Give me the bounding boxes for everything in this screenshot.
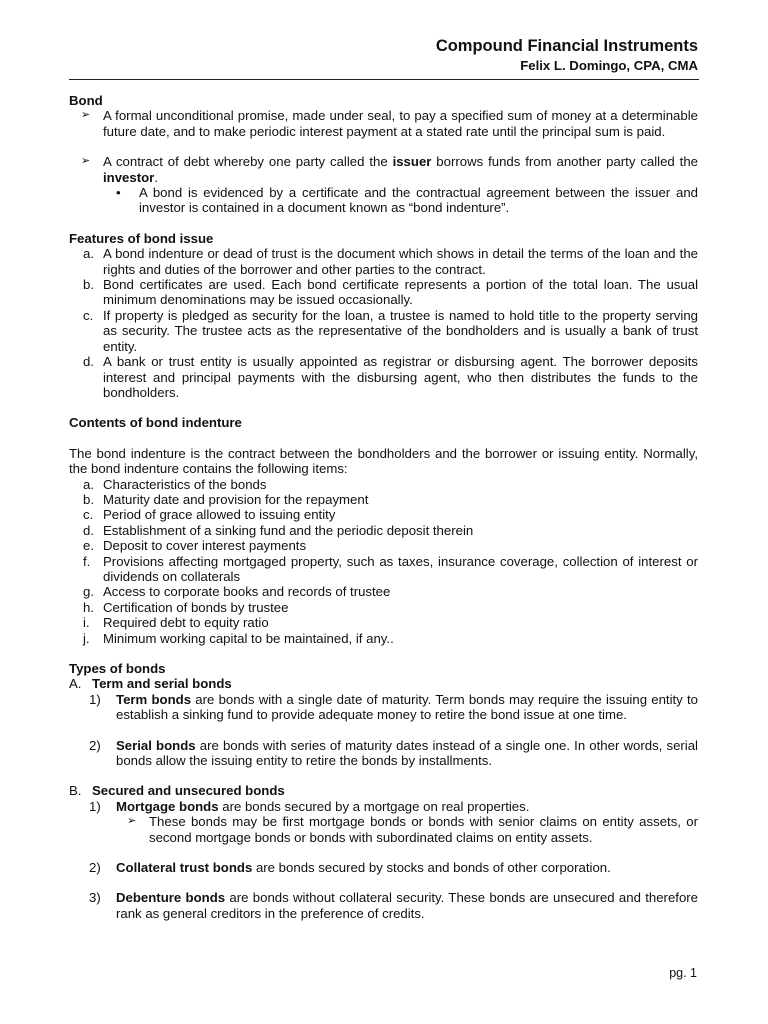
section-heading-bond: Bond <box>69 93 103 108</box>
mortgage-sub-point: ➢ These bonds may be first mortgage bonds or bonds with senior claims on entity assets, or second mortgage bonds or bonds with subordinated claims on entity assets. <box>127 814 698 845</box>
bond-definition-2-text: A contract of debt whereby one party called the issuer borrows funds from another party called the investor. <box>103 154 698 185</box>
subsection-A-title: Term and serial bonds <box>92 676 232 692</box>
list-item: a. A bond indenture or dead of trust is the document which shows in detail the terms of the loan and the rights and duties of the borrower and other parties to the contract. <box>83 246 698 277</box>
list-item: c. If property is pledged as security for the loan, a trustee is named to hold title to the property serving as security. The trustee acts as the representative of the bondholders and is usually a bank of trust entity. <box>83 307 698 354</box>
bond-definition-1 <box>69 108 698 139</box>
list-item: j. Minimum working capital to be maintained, if any.. <box>83 630 394 646</box>
section-heading-features: Features of bond issue <box>69 230 214 246</box>
list-item: d. Establishment of a sinking fund and the periodic deposit therein <box>83 522 474 538</box>
term-bonds-label: Term bonds <box>116 691 192 707</box>
term-investor: investor <box>103 169 155 185</box>
bond-sub-point-text: A bond is evidenced by a certificate and the contractual agreement between the issuer and investor is contained in a document known as “bond indenture”. <box>139 185 698 216</box>
dot-bullet-icon: • <box>116 185 121 201</box>
list-item: d. A bank or trust entity is usually appointed as registrar or disbursing agent. The borrower deposits interest and principal payments with the disbursing agent, who then distributes the funds to the bondholders. <box>83 354 698 400</box>
collateral-trust-bonds-label: Collateral trust bonds <box>116 860 253 876</box>
list-item: 2) Serial bonds are bonds with series of maturity dates instead of a single one. In other words, serial bonds allow the issuing entity to retire the bonds by installments. <box>89 737 698 769</box>
header-rule <box>69 79 699 80</box>
list-item: h. Certification of bonds by trustee <box>83 599 289 615</box>
list-item: i. Required debt to equity ratio <box>83 615 269 631</box>
contents-intro: The bond indenture is the contract between the bondholders and the borrower or issuing entity. Normally, the bond indenture contains the following items: <box>69 445 698 477</box>
bond-definition-2 <box>69 154 698 185</box>
list-item: 2) Collateral trust bonds are bonds secured by stocks and bonds of other corporation. <box>89 860 611 876</box>
document-body <box>69 93 698 921</box>
document-title: Compound Financial Instruments <box>435 37 698 55</box>
list-item: c. Period of grace allowed to issuing entity <box>83 507 336 523</box>
mortgage-bonds-label: Mortgage bonds <box>116 798 219 814</box>
page-number: pg. 1 <box>669 966 697 980</box>
bond-sub-point <box>69 185 698 216</box>
page-header <box>436 37 698 74</box>
subsection-B: B. Secured and unsecured bonds <box>69 783 698 798</box>
bond-definition-1-text: A formal unconditional promise, made under seal, to pay a specified sum of money at a determinable future date, and to make periodic interest payment at a stated rate until the principal sum is paid. <box>103 108 698 139</box>
list-item: 3) Debenture bonds are bonds without collateral security. These bonds are unsecured and therefore rank as general creditors in the preference of credits. <box>89 890 699 921</box>
list-item: b. Maturity date and provision for the repayment <box>83 491 369 507</box>
subsection-A: A. Term and serial bonds <box>69 676 698 691</box>
subsection-B-title: Secured and unsecured bonds <box>92 783 285 799</box>
list-item: b. Bond certificates are used. Each bond certificate represents a portion of the total loan. The usual minimum denominations may be issued occasionally. <box>83 277 698 308</box>
list-item: f. Provisions affecting mortgaged property, such as taxes, insurance coverage, collection of interest or dividends on collaterals <box>83 553 698 584</box>
arrow-bullet-icon: ➢ <box>127 815 137 828</box>
arrow-bullet-icon: ➢ <box>81 155 91 168</box>
list-item: 1) Term bonds are bonds with a single date of maturity. Term bonds may require the issuing entity to establish a sinking fund to provide adequate money to retire the bond issue at one time. <box>89 691 698 723</box>
debenture-bonds-label: Debenture bonds <box>116 890 226 906</box>
section-heading-types: Types of bonds <box>69 661 166 676</box>
list-item: e. Deposit to cover interest payments <box>83 538 307 554</box>
list-item: a. Characteristics of the bonds <box>83 476 267 492</box>
serial-bonds-label: Serial bonds <box>116 737 196 753</box>
section-heading-contents: Contents of bond indenture <box>69 415 242 431</box>
list-item: 1) Mortgage bonds are bonds secured by a mortgage on real properties. <box>89 798 530 814</box>
document-author: Felix L. Domingo, CPA, CMA <box>520 58 698 73</box>
term-issuer: issuer <box>392 154 432 170</box>
list-item: g. Access to corporate books and records of trustee <box>83 584 391 600</box>
arrow-bullet-icon: ➢ <box>81 109 91 122</box>
